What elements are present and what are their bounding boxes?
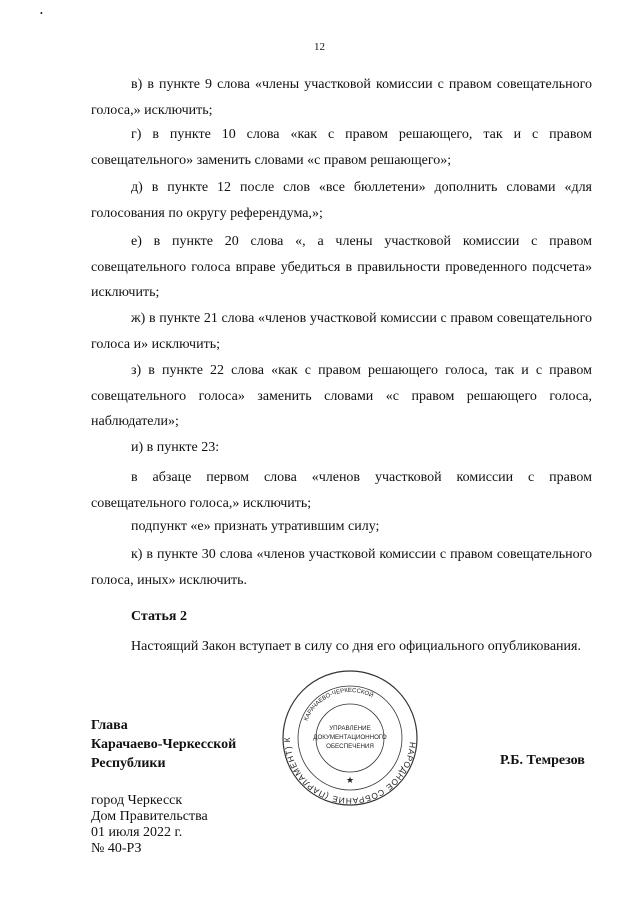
paragraph-podpunkt: подпункт «е» признать утратившим силу; [131,519,380,534]
seal-center-line: УПРАВЛЕНИЕ [329,725,371,732]
seal-graphic [280,668,420,808]
signature-title-line: Глава [91,718,128,733]
paragraph-d: д) в пункте 12 после слов «все бюллетени» дополнить словами «для голосования по округу референдума,»; [91,180,592,221]
official-seal [280,668,420,813]
signature-title [91,716,236,773]
seal-center-line: ОБЕСПЕЧЕНИЯ [326,743,374,750]
place-line: Дом Правительства [91,809,208,824]
seal-inner-arc: КАРАЧАЕВО-ЧЕРКЕССКОЙ [303,687,374,722]
paragraph-zh: ж) в пункте 21 слова «членов участковой комиссии с правом совещательного голоса и» исключить; [91,311,592,352]
corner-mark: • [40,9,43,18]
seal-center-line: ДОКУМЕНТАЦИОННОГО [313,734,387,741]
signature-title-line: Республики [91,756,166,771]
place-line: город Черкесск [91,793,183,808]
page-number: 12 [314,41,325,53]
paragraph-k: к) в пункте 30 слова «членов участковой комиссии с правом совещательного голоса, иных» исключить. [91,547,592,588]
paragraph-g: г) в пункте 10 слова «как с правом решающего, так и с правом совещательного» заменить словами «с правом решающего»; [91,127,592,168]
seal-outer-text: НАРОДНОЕ СОБРАНИЕ (ПАРЛАМЕНТ) К [281,736,418,807]
date-line: 01 июля 2022 г. [91,825,183,840]
article-text: Настоящий Закон вступает в силу со дня его официального опубликования. [131,639,581,654]
paragraph-z: з) в пункте 22 слова «как с правом решающего голоса, так и с правом совещательного голоса» заменить словами «с правом решающего голоса, наблюдатели»; [91,363,592,429]
paragraph-abzac: в абзаце первом слова «членов участковой комиссии с правом совещательного голоса,» исключить; [91,470,592,511]
signature-title-line: Карачаево-Черкесской [91,737,237,752]
signer-name: Р.Б. Темрезов [500,753,585,768]
paragraph-e: е) в пункте 20 слова «, а члены участковой комиссии с правом совещательного голоса вправе убедиться в правильности проведенного подсчета» исключить; [91,234,592,300]
paragraph-v: в) в пункте 9 слова «члены участковой комиссии с правом совещательного голоса,» исключить; [91,77,592,118]
place-date-block [91,793,208,857]
article-heading: Статья 2 [131,609,187,624]
seal-star-icon: ★ [345,775,355,785]
paragraph-i: и) в пункте 23: [131,440,220,455]
law-number: № 40-РЗ [91,841,142,856]
